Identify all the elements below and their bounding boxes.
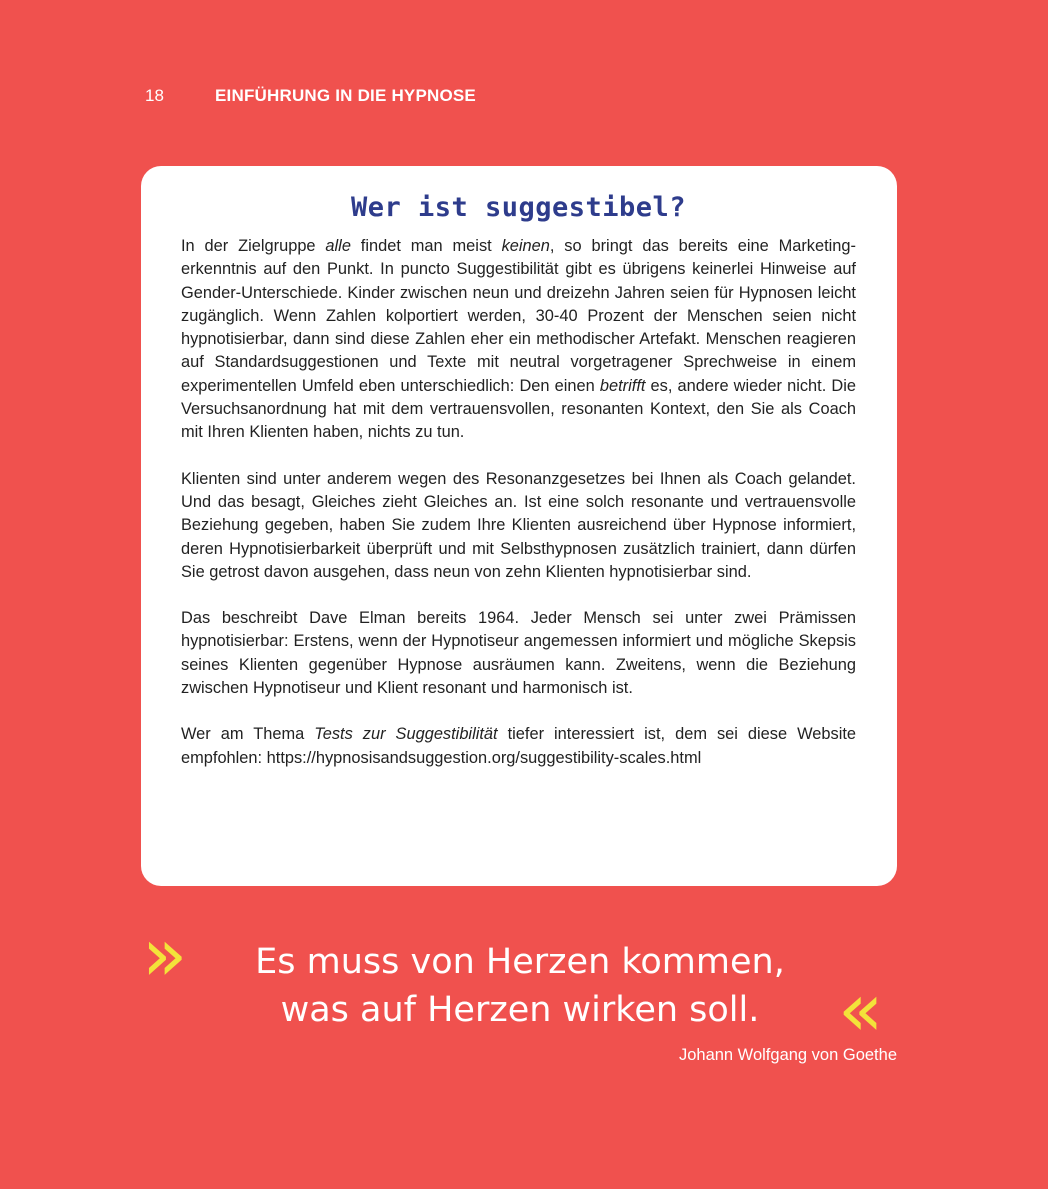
quote-line-2: was auf Herzen wirken soll. [280,990,760,1030]
emphasis: betrifft [599,376,646,395]
text-run: Wer am Thema [181,725,315,744]
text-run: In der Zielgruppe [181,237,326,255]
paragraph-3: Das beschreibt Dave Elman bereits 1964. Jeder Mensch sei unter zwei Prämissen hypnotisierbar: Erstens, wenn der Hypnotiseur angemessen informiert und mögliche Skepsis seines Klienten gegenüber Hypnose ausräumen kann. Zweitens, wenn die Beziehung zwischen Hypnotiseur und Klient resonant und harmonisch ist. [181,609,856,698]
text-run: es, andere wieder nicht. Die Versuchsanordnung hat mit dem vertrauensvollen, resonanten Kontext, den Sie als Coach mit Ihren Klienten haben, nichts zu tun. [181,376,856,442]
quote-text [220,938,820,1034]
info-box [141,166,897,886]
chapter-title: EINFÜHRUNG IN DIE HYPNOSE [215,86,476,105]
running-header [145,86,476,106]
text-run: , so bringt das bereits eine Marketingerkenntnis auf den Punkt. In puncto Suggestibilität gibt es übrigens keinerlei Hinweise auf Gender-Unterschiede. Kinder zwischen neun und dreizehn Jahren seien für Hypnosen leicht zugänglich. Wenn Zahlen kolportiert werden, 30-40 Prozent der Menschen seien nicht hypnotisierbar, dann sind diese Zahlen eher ein methodischer Artefakt. Menschen reagieren auf Standardsuggestionen und Texte mit neutral vorgetragener Sprechweise in einem experimentellen Umfeld eben unterschiedlich: Den einen [181,237,857,395]
emphasis: keinen [501,237,550,255]
emphasis: Tests zur Suggestibilität [314,725,498,744]
quote-line-1: Es muss von Herzen kommen, [255,942,785,982]
text-run: findet man meist [350,237,502,255]
box-title: Wer ist suggestibel? [350,192,687,223]
quote-close-mark: « [838,967,884,1053]
emphasis: alle [325,237,351,255]
paragraph-2: Klienten sind unter anderem wegen des Resonanzgesetzes bei Ihnen als Coach gelandet. Und das besagt, Gleiches zieht Gleiches an. Ist eine solch resonante und vertrauensvolle Beziehung gegeben, haben Sie zudem Ihre Klienten ausreichend über Hypnose informiert, deren Hypnotisierbarkeit überprüft und mit Selbsthypnosen zusätzlich trainiert, dann dürfen Sie getrost davon ausgehen, dass neun von zehn Klienten hypnotisierbar sind. [181,469,856,581]
quote-open-mark: » [142,912,188,998]
quote-author: Johann Wolfgang von Goethe [678,1046,897,1064]
paragraph-1 [181,235,856,445]
page-number: 18 [145,86,164,105]
text-run: tiefer interessiert ist, dem sei diese Website empfohlen: https://hypnosisandsuggestion.org/suggestibility-scales.html [181,725,857,767]
paragraph-4 [181,723,856,770]
